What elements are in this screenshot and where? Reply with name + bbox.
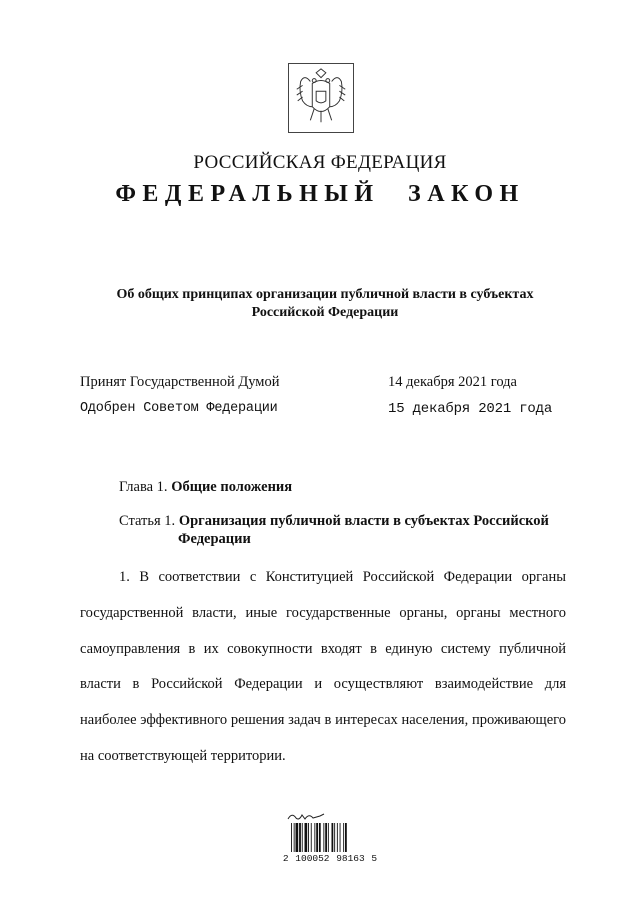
chapter-label: Глава 1. <box>119 479 168 495</box>
barcode-bar <box>325 823 327 852</box>
duma-adoption-label: Принят Государственной Думой <box>80 374 280 390</box>
barcode-bar <box>334 823 335 852</box>
council-approval-date: 15 декабря 2021 года <box>388 401 553 417</box>
council-approval-label: Одобрен Советом Федерации <box>80 401 278 416</box>
law-title: Об общих принципах организации публичной власти в субъектах Российской Федерации <box>116 287 534 320</box>
barcode-bar <box>291 823 292 852</box>
barcode-bar <box>311 823 312 852</box>
barcode-bar <box>323 823 324 852</box>
barcode-bar <box>299 823 301 852</box>
barcode-bar <box>308 823 309 852</box>
coat-of-arms-icon <box>289 64 353 132</box>
barcode-number: 2 100052 98163 5 <box>282 853 378 864</box>
law-type-heading: ФЕДЕРАЛЬНЫЙ ЗАКОН <box>115 181 525 207</box>
signature-icon <box>286 810 326 822</box>
coat-of-arms-emblem <box>288 63 354 133</box>
article-title-line2: Федерации <box>178 531 251 547</box>
article-paragraph-1: 1. В соответствии с Конституцией Российской Федерации органы государственной власти, иные государственные органы, органы местного самоуправления в их совокупности входят в единую систему публичной власти в Российской Федерации и осуществляют взаимодействие для наиболее эффективного решения задач в интересах населения, проживающего на соответствующей территории. <box>80 569 566 764</box>
barcode-bar <box>294 823 295 852</box>
barcode-bar <box>328 823 329 852</box>
article-title-line1: Организация публичной власти в субъектах Российской <box>178 513 549 529</box>
chapter-heading <box>119 479 292 496</box>
barcode-bar <box>305 823 308 852</box>
barcode-bar <box>340 823 341 852</box>
article-heading <box>119 512 569 548</box>
chapter-title: Общие положения <box>171 479 293 495</box>
barcode-bar <box>296 823 299 852</box>
barcode-bar <box>316 823 318 852</box>
barcode-bar <box>345 823 347 852</box>
barcode-bar <box>337 823 338 852</box>
barcode-bar <box>343 823 344 852</box>
barcode <box>291 823 355 852</box>
barcode-bar <box>302 823 303 852</box>
barcode-bar <box>319 823 321 852</box>
duma-adoption-date: 14 декабря 2021 года <box>388 374 517 390</box>
article-label: Статья 1. <box>119 513 176 529</box>
barcode-bar <box>314 823 315 852</box>
barcode-bar <box>332 823 334 852</box>
country-name: РОССИЙСКАЯ ФЕДЕРАЦИЯ <box>193 152 447 173</box>
